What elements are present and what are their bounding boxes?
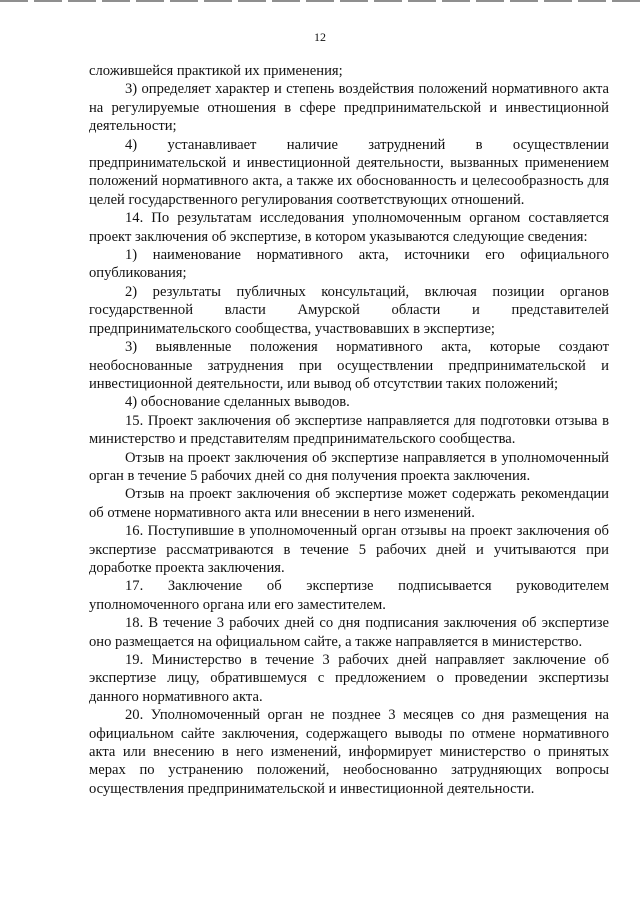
paragraph: 18. В течение 3 рабочих дней со дня подписания заключения об экспертизе оно размещается на официальном сайте, а также направляется в министерство. (89, 615, 609, 650)
paragraph: 4) устанавливает наличие затруднений в осуществлении предпринимательской и инвестиционной деятельности, вызванных применением положений нормативного акта, а также их обоснованность и целесообразность для целей государственного регулирования соответствующих отношений. (89, 136, 609, 208)
paragraph: 3) выявленные положения нормативного акта, которые создают необоснованные затруднения при осуществлении предпринимательской и инвестиционной деятельности, или вывод об отсутствии таких положений; (89, 339, 609, 392)
paragraph: 20. Уполномоченный орган не позднее 3 месяцев со дня размещения на официальном сайте заключения, содержащего выводы по отмене нормативного акта или внесению в него изменений, информирует министерство о принятых мерах по устранению положений, необоснованно затрудняющих вопросы осуществления предпринимательской и инвестиционной деятельности. (89, 707, 609, 797)
paragraph: Отзыв на проект заключения об экспертизе направляется в уполномоченный орган в течение 5 рабочих дней со дня получения проекта заключения. (89, 449, 609, 484)
paragraph: 16. Поступившие в уполномоченный орган отзывы на проект заключения об экспертизе рассматриваются в течение 5 рабочих дней и учитываются при доработке проекта заключения. (89, 523, 609, 576)
paragraph: 17. Заключение об экспертизе подписывается руководителем уполномоченного органа или его заместителем. (89, 578, 609, 613)
paragraph: сложившейся практикой их применения; (89, 63, 343, 79)
paragraph: 3) определяет характер и степень воздействия положений нормативного акта на регулируемые отношения в сфере предпринимательской и инвестиционной деятельности; (89, 81, 609, 135)
paragraph: 15. Проект заключения об экспертизе направляется для подготовки отзыва в министерство и представителям предпринимательского сообщества. (89, 412, 609, 448)
scan-top-edge (0, 0, 640, 2)
paragraph: 19. Министерство в течение 3 рабочих дней направляет заключение об экспертизе лицу, обратившемуся с предложением о проведении экспертизы данного нормативного акта. (89, 652, 609, 705)
paragraph: 14. По результатам исследования уполномоченным органом составляется проект заключения об экспертизе, в котором указываются следующие сведения: (89, 210, 609, 245)
paragraph: Отзыв на проект заключения об экспертизе может содержать рекомендации об отмене нормативного акта или внесении в него изменений. (89, 486, 609, 521)
paragraph: 1) наименование нормативного акта, источники его официального опубликования; (89, 247, 609, 282)
paragraph: 4) обоснование сделанных выводов. (125, 394, 350, 411)
page-number: 12 (314, 30, 326, 44)
paragraph: 2) результаты публичных консультаций, включая позиции органов государственной власти Амурской области и представителей предпринимательского сообщества, участвовавших в экспертизе; (89, 283, 609, 337)
document-body (89, 62, 609, 798)
